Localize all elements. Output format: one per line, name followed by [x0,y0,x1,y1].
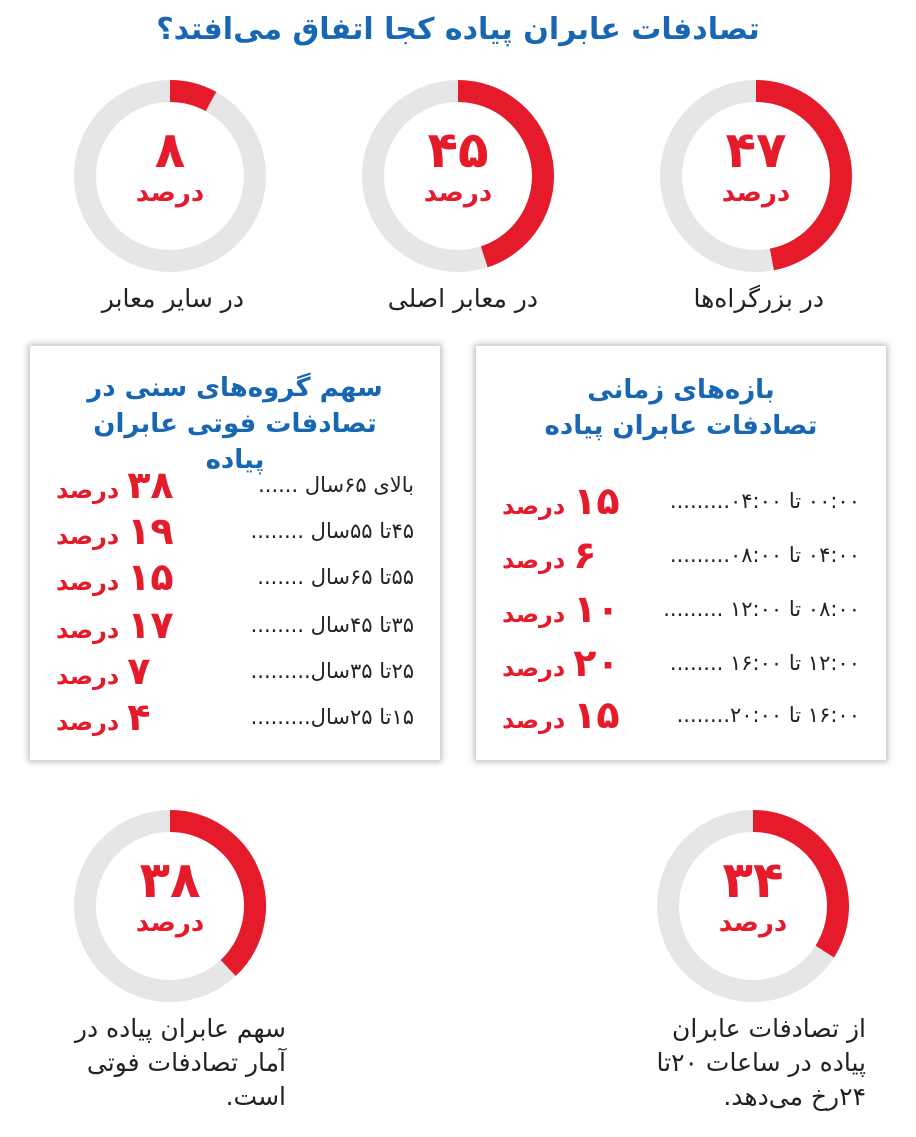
donut-unit: درصد [135,908,205,938]
time-range-value: ۱۵ [573,479,620,523]
percent-label: درصد [502,492,566,520]
age-row [56,602,414,648]
time-range-value: ۶ [573,533,597,577]
time-row [502,692,860,738]
age-groups-title: سهم گروه‌های سنی در تصادفات فوتی عابران پیاده [87,373,383,475]
age-range-value: ۷ [127,649,151,693]
time-range-label: ۱۲:۰۰ تا ۱۶:۰۰ ........ [669,651,860,675]
caption-night-hours: از تصادفات عابران پیاده در ساعات ۲۰تا ۲۴رخ می‌دهد. [656,1014,866,1111]
caption-highways: در بزرگراه‌ها [693,284,824,313]
time-row [502,586,860,632]
age-range-label: ۴۵تا ۵۵سال ........ [250,519,414,543]
percent-label: درصد [56,616,120,644]
age-row [56,462,414,508]
time-range-value: ۱۵ [573,693,620,737]
age-range-value: ۳۸ [127,463,174,507]
donut-night-hours [655,808,851,1004]
time-row [502,532,860,578]
age-row [56,648,414,694]
donut-value: ۳۴ [722,851,784,909]
age-row [56,508,414,554]
percent-label: درصد [56,522,120,550]
age-range-value: ۱۹ [127,509,174,553]
age-row [56,554,414,600]
age-range-value: ۴ [127,695,151,739]
donut-value: ۴۷ [725,121,787,179]
percent-label: درصد [56,476,120,504]
age-groups-box [30,346,440,760]
donut-segment [170,91,211,102]
age-range-label: بالای ۶۵سال ...... [258,473,414,497]
time-row [502,640,860,686]
caption-fatal-share: سهم عابران پیاده در آمار تصادفات فوتی است. [74,1014,286,1111]
donut-unit: درصد [423,178,493,208]
age-range-label: ۳۵تا ۴۵سال ........ [250,613,414,637]
caption-main-roads: در معابر اصلی [387,284,538,313]
age-range-label: ۵۵تا ۶۵سال ....... [257,565,414,589]
time-range-label: ۰۴:۰۰ تا ۰۸:۰۰......... [669,543,860,567]
age-range-value: ۱۷ [127,603,174,647]
age-range-label: ۲۵تا ۳۵سال......... [250,659,414,683]
time-range-label: ۱۶:۰۰ تا ۲۰:۰۰........ [676,703,860,727]
donut-unit: درصد [135,178,205,208]
time-range-label: ۰۸:۰۰ تا ۱۲:۰۰ ......... [663,597,860,621]
donut-unit: درصد [721,178,791,208]
age-range-label: ۱۵تا ۲۵سال......... [250,705,414,729]
donut-highways [658,78,854,274]
time-range-value: ۲۰ [573,641,620,685]
percent-label: درصد [56,568,120,596]
donut-fatal-share [72,808,268,1004]
donut-value: ۸ [154,121,186,179]
percent-label: درصد [56,662,120,690]
time-ranges-box [476,346,886,760]
percent-label: درصد [502,600,566,628]
donut-value: ۳۸ [139,851,201,909]
age-row [56,694,414,740]
age-range-value: ۱۵ [127,555,174,599]
donut-main-roads [360,78,556,274]
time-range-value: ۱۰ [573,587,620,631]
time-ranges-title: بازه‌های زمانی تصادفات عابران پیاده [544,375,818,441]
donut-other-roads [72,78,268,274]
donut-value: ۴۵ [427,121,489,179]
percent-label: درصد [56,708,120,736]
percent-label: درصد [502,654,566,682]
percent-label: درصد [502,546,566,574]
percent-label: درصد [502,706,566,734]
time-row [502,478,860,524]
caption-other-roads: در سایر معابر [101,284,244,313]
page-title: تصادفات عابران پیاده کجا اتفاق می‌افتد؟ [156,12,760,47]
donut-unit: درصد [718,908,788,938]
time-range-label: ۰۰:۰۰ تا ۰۴:۰۰......... [669,489,860,513]
